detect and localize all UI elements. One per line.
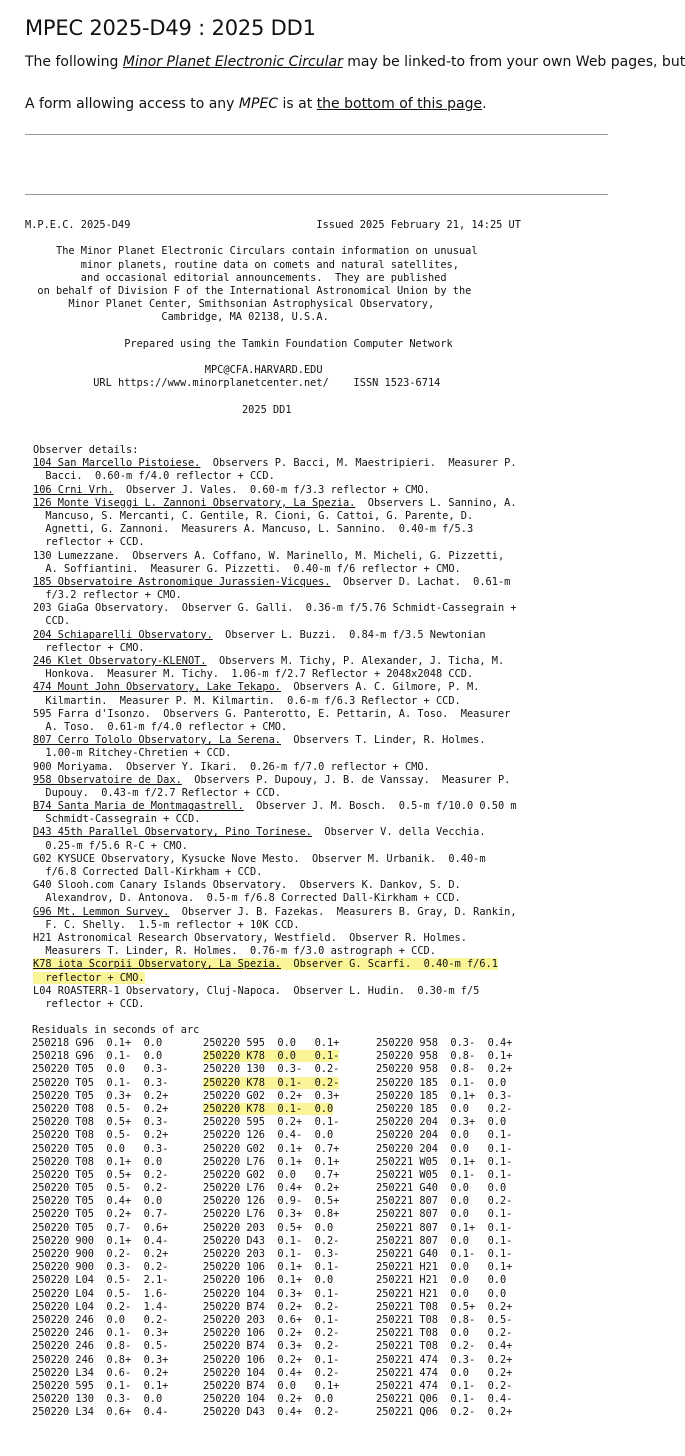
circular-header	[25, 219, 521, 417]
observer-info: Observer L. Hudin. 0.30-m f/5	[280, 984, 480, 997]
header-line: M.P.E.C. 2025-D49 Issued 2025 February 21, 14:25 UT	[25, 219, 521, 231]
intro1-post-text: may be linked-to from your own Web pages, but	[342, 54, 685, 70]
residual-row: 250218 G96 0.1- 0.0	[32, 1050, 163, 1063]
observer-text	[33, 879, 461, 891]
observatory-link[interactable]: 958 Observatoire de Dax.	[33, 773, 182, 786]
observatory-name: H21 Astronomical Research Observatory, Westfield.	[33, 931, 337, 944]
observatory-name: 203 GiaGa Observatory.	[33, 602, 170, 615]
residual-row: 250220 900 0.3- 0.2-	[32, 1261, 169, 1274]
observer-text	[33, 576, 510, 588]
residual-row: 250220 246 0.0 0.2-	[32, 1313, 169, 1326]
observer-continuation: CCD.	[33, 615, 71, 628]
observer-entry	[33, 576, 517, 589]
residual-row: 250221 H21 0.0 0.1+	[376, 1261, 513, 1274]
observatory-name: 130 Lumezzane.	[33, 549, 120, 562]
residual-row: 250220 T05 0.0 0.3-	[32, 1063, 169, 1076]
residual-row: 250220 958 0.8- 0.2+	[376, 1063, 513, 1076]
residual-row: 250221 Q06 0.2- 0.2+	[376, 1406, 513, 1419]
observer-info: Observer J. B. Fazekas. Measurers B. Gray, D. Rankin,	[169, 905, 517, 918]
observer-text	[33, 853, 486, 865]
residual-row: 250221 W05 0.1+ 0.1-	[376, 1155, 513, 1168]
observer-text	[33, 681, 479, 693]
observer-continuation: A. Toso. 0.61-m f/4.0 reflector + CMO.	[33, 720, 288, 733]
residual-row: 250220 595 0.1- 0.1+	[32, 1379, 169, 1392]
residual-row: 250220 T08 0.5+ 0.3-	[32, 1116, 169, 1129]
residual-row: 250221 G40 0.0 0.0	[376, 1182, 507, 1195]
residual-row: 250220 L34 0.6- 0.2+	[32, 1366, 169, 1379]
residual-row: 250220 B74 0.3+ 0.2-	[203, 1340, 340, 1353]
header-line: Prepared using the Tamkin Foundation Computer Network	[25, 337, 453, 350]
residual-row: 250220 T05 0.2+ 0.7-	[32, 1208, 169, 1221]
observatory-link[interactable]: 126 Monte Viseggi L. Zannoni Observatory, La Spezia.	[33, 496, 356, 509]
observer-entry	[33, 457, 517, 470]
residual-row: 250221 T08 0.0 0.2-	[376, 1327, 513, 1340]
highlighted-observer	[33, 958, 498, 970]
observer-text	[33, 761, 430, 773]
observatory-link[interactable]: B74 Santa Maria de Montmagastrell.	[33, 800, 244, 813]
observer-info: Observers P. Bacci, M. Maestripieri. Measurer P.	[200, 457, 517, 470]
observer-info: Observers A. Coffano, W. Marinello, M. Micheli, G. Pizzetti,	[119, 549, 505, 562]
observers-title: Observer details:	[33, 444, 139, 456]
residual-row: 250220 106 0.2+ 0.2-	[203, 1327, 340, 1340]
residual-row: 250220 595 0.0 0.1+	[203, 1037, 340, 1049]
residual-row: 250220 104 0.4+ 0.2-	[203, 1366, 340, 1379]
observer-info: Observer J. M. Bosch. 0.5-m f/10.0 0.50 m	[243, 800, 517, 813]
observer-continuation: Alexandrov, D. Antonova. 0.5-m f/6.8 Corrected Dall-Kirkham + CCD.	[33, 892, 461, 905]
observer-text	[33, 800, 517, 812]
observer-info: Observer D. Lachat. 0.61-m	[330, 575, 511, 588]
residual-row: 250220 T08 0.5- 0.2+	[32, 1129, 169, 1142]
observer-entry	[33, 497, 517, 510]
residual-row: 250221 474 0.1- 0.2-	[376, 1379, 513, 1392]
residual-row: 250221 T08 0.2- 0.4+	[376, 1340, 513, 1353]
observer-text	[33, 826, 486, 838]
observer-info: Observer R. Holmes.	[336, 931, 467, 944]
observer-text	[33, 457, 517, 469]
residual-row: 250220 T08 0.1+ 0.0	[32, 1155, 163, 1168]
residual-row: 250220 T05 0.5- 0.2-	[32, 1182, 169, 1195]
observer-continuation: Bacci. 0.60-m f/4.0 reflector + CCD.	[33, 470, 275, 483]
observer-continuation: Dupouy. 0.43-m f/2.7 Reflector + CCD.	[33, 786, 281, 799]
residual-row: 250220 958 0.8- 0.1+	[376, 1050, 513, 1063]
residual-row: 250221 G40 0.1- 0.1-	[376, 1248, 513, 1260]
observer-info: Observer M. Urbanik. 0.40-m	[299, 852, 486, 865]
residual-row: 250220 K78 0.1- 0.2-	[203, 1076, 340, 1089]
residual-row: 250221 807 0.1+ 0.1-	[376, 1221, 513, 1234]
residual-row: 250220 130 0.3- 0.2-	[203, 1063, 340, 1076]
intro-line-2	[25, 96, 487, 112]
observer-text	[33, 906, 517, 918]
observer-entry	[33, 629, 517, 642]
residual-row: 250221 T08 0.8- 0.5-	[376, 1313, 513, 1326]
observer-entry	[33, 800, 517, 813]
intro2-post: .	[482, 96, 487, 112]
intro-line-1	[25, 54, 685, 70]
observer-entry	[33, 655, 517, 668]
header-line: MPC@CFA.HARVARD.EDU	[25, 364, 323, 377]
header-line: Cambridge, MA 02138, U.S.A.	[25, 311, 329, 324]
residual-row: 250220 D43 0.1- 0.2-	[203, 1234, 340, 1247]
residual-row: 250220 T05 0.4+ 0.0	[32, 1195, 163, 1208]
residual-row: 250220 104 0.3+ 0.1-	[203, 1287, 340, 1300]
observatory-name: G02 KYSUCE Observatory, Kysucke Nove Mesto.	[33, 852, 300, 865]
observer-entry	[33, 906, 517, 919]
observer-info: Observer G. Scarfi. 0.40-m f/6.1	[280, 958, 498, 971]
residual-row: 250220 L04 0.5- 2.1-	[32, 1274, 169, 1287]
residual-row: 250220 G02 0.1+ 0.7+	[203, 1142, 340, 1155]
observatory-name: 900 Moriyama.	[33, 760, 114, 773]
divider-top	[25, 134, 608, 135]
residual-row: 250221 807 0.0 0.2-	[376, 1195, 513, 1208]
observer-entry	[33, 932, 517, 945]
observer-info: Observer L. Buzzi. 0.84-m f/3.5 Newtonian	[212, 628, 486, 641]
observer-text	[33, 708, 510, 720]
observer-text	[33, 932, 467, 944]
header-line	[25, 325, 521, 338]
residual-row: 250221 Q06 0.1- 0.4-	[376, 1393, 513, 1406]
residuals-title: Residuals in seconds of arc	[32, 1024, 200, 1036]
observer-details	[33, 444, 517, 1011]
header-line: The Minor Planet Electronic Circulars contain information on unusual	[25, 245, 478, 258]
observer-text	[33, 655, 504, 667]
observer-info: Observer V. della Vecchia.	[311, 826, 486, 839]
header-line	[25, 351, 521, 364]
observatory-link[interactable]: K78 iota Scorpii Observatory, La Spezia.	[33, 958, 281, 971]
observer-text	[33, 734, 486, 746]
residual-row: 250220 185 0.1+ 0.3-	[376, 1089, 513, 1102]
residual-row: 250220 B74 0.2+ 0.2-	[203, 1300, 340, 1313]
observer-entry	[33, 734, 517, 747]
intro1-text: The following	[25, 54, 123, 70]
observer-entry	[33, 985, 517, 998]
observer-info: Observers T. Linder, R. Holmes.	[280, 734, 486, 747]
residual-row: 250220 B74 0.0 0.1+	[203, 1379, 340, 1392]
header-line: minor planets, routine data on comets and natural satellites,	[25, 258, 459, 271]
observatory-link[interactable]: G96 Mt. Lemmon Survey.	[33, 905, 170, 918]
observatory-link[interactable]: 807 Cerro Tololo Observatory, La Serena.	[33, 734, 281, 747]
residual-row: 250220 958 0.3- 0.4+	[376, 1037, 513, 1049]
residual-row: 250221 474 0.3- 0.2+	[376, 1353, 513, 1366]
residual-row: 250220 L04 0.2- 1.4-	[32, 1300, 169, 1313]
residual-row: 250220 104 0.2+ 0.0	[203, 1393, 334, 1406]
residual-row: 250220 T05 0.5+ 0.2-	[32, 1168, 169, 1181]
observer-text	[33, 602, 517, 614]
residual-row: 250220 T05 0.7- 0.6+	[32, 1221, 169, 1234]
observer-info: Observer J. Vales. 0.60-m f/3.3 reflector + CMO.	[113, 483, 430, 496]
bottom-of-page-link[interactable]: the bottom of this page	[316, 96, 483, 112]
residual-row: 250220 L76 0.4+ 0.2+	[203, 1182, 340, 1195]
observer-info: Observer G. Galli. 0.36-m f/5.76 Schmidt-Cassegrain +	[169, 602, 517, 615]
observer-entry	[33, 484, 517, 497]
observer-info: Observers G. Panterotto, E. Pettarin, A. Toso. Measurer	[150, 707, 511, 720]
observer-continuation: f/3.2 reflector + CMO.	[33, 589, 182, 602]
observer-text	[33, 550, 504, 562]
observer-info: Observers P. Dupouy, J. B. de Vanssay. Measurer P.	[181, 773, 511, 786]
observer-entry	[33, 708, 517, 721]
residual-row: 250220 126 0.9- 0.5+	[203, 1195, 340, 1208]
residual-row: 250220 L76 0.1+ 0.1+	[203, 1155, 340, 1168]
observer-text	[33, 985, 479, 997]
residual-row: 250220 204 0.0 0.1-	[376, 1129, 513, 1142]
residual-row: 250220 130 0.3- 0.0	[32, 1393, 163, 1406]
observer-continuation: f/6.8 Corrected Dall-Kirkham + CCD.	[33, 866, 263, 878]
observer-info: Observers L. Sannino, A.	[355, 496, 517, 509]
observer-continuation: Schmidt-Cassegrain + CCD.	[33, 813, 201, 826]
observer-entry	[33, 761, 517, 774]
observer-entry	[33, 550, 517, 563]
residual-row: 250220 900 0.2- 0.2+	[32, 1248, 169, 1260]
residual-row: 250221 474 0.0 0.2+	[376, 1366, 513, 1379]
residual-row: 250220 204 0.0 0.1-	[376, 1142, 513, 1155]
observatory-link[interactable]: 104 San Marcello Pistoiese.	[33, 457, 201, 470]
residual-row: 250220 246 0.1- 0.3+	[32, 1327, 169, 1340]
observer-continuation: 1.00-m Ritchey-Chretien + CCD.	[33, 747, 232, 760]
observer-continuation: reflector + CMO.	[33, 971, 145, 984]
intro2-text: A form allowing access to any	[25, 96, 239, 112]
residual-row: 250220 246 0.8+ 0.3+	[32, 1353, 169, 1366]
mpec-link[interactable]: Minor Planet Electronic Circular	[122, 54, 343, 70]
residual-row: 250220 203 0.6+ 0.1-	[203, 1313, 340, 1326]
observatory-name: G40 Slooh.com Canary Islands Observatory.	[33, 879, 288, 892]
intro2-em: MPEC	[238, 96, 279, 112]
residual-row: 250220 T05 0.1- 0.3-	[32, 1076, 169, 1089]
residual-row: 250220 G02 0.0 0.7+	[203, 1168, 340, 1181]
header-line: and occasional editorial announcements. They are published	[25, 271, 447, 284]
observer-continuation: 0.25-m f/5.6 R-C + CMO.	[33, 839, 188, 852]
residual-row: 250220 T05 0.3+ 0.2+	[32, 1089, 169, 1102]
residual-row: 250220 G02 0.2+ 0.3+	[203, 1089, 340, 1102]
residual-row: 250220 126 0.4- 0.0	[203, 1129, 334, 1142]
observer-entry	[33, 853, 517, 866]
residual-row: 250220 L34 0.6+ 0.4-	[32, 1406, 169, 1419]
residual-row: 250220 L76 0.3+ 0.8+	[203, 1208, 340, 1221]
residual-row: 250221 H21 0.0 0.0	[376, 1287, 507, 1300]
observatory-link[interactable]: 106 Crni Vrh.	[33, 483, 114, 496]
residual-row: 250220 K78 0.0 0.1-	[203, 1050, 340, 1063]
residual-row: 250220 106 0.1+ 0.1-	[203, 1261, 340, 1274]
observer-continuation: F. C. Shelly. 1.5-m reflector + 10K CCD.	[33, 918, 300, 931]
residuals-column-3	[376, 1037, 512, 1419]
residual-row: 250220 185 0.1- 0.0	[376, 1076, 507, 1089]
header-line: URL https://www.minorplanetcenter.net/ ISSN 1523-6714	[25, 377, 441, 390]
observer-entry	[33, 681, 517, 694]
residual-row: 250220 L04 0.5- 1.6-	[32, 1287, 169, 1300]
intro2-mid: is at	[278, 96, 317, 112]
header-line	[25, 232, 521, 245]
residual-row: 250220 595 0.2+ 0.1-	[203, 1116, 340, 1129]
residual-row: 250221 807 0.0 0.1-	[376, 1234, 513, 1247]
observer-continuation: Kilmartin. Measurer P. M. Kilmartin. 0.6-m f/6.3 Reflector + CCD.	[33, 694, 461, 707]
observer-text	[33, 774, 510, 786]
observer-text	[33, 484, 430, 496]
observatory-link[interactable]: 246 Klet Observatory-KLENOT.	[33, 655, 207, 667]
observer-continuation: Agnetti, G. Zannoni. Measurers A. Mancuso, L. Sannino. 0.40-m f/5.3	[33, 523, 474, 536]
header-line	[25, 390, 521, 403]
header-line: 2025 DD1	[25, 403, 292, 416]
header-line: Minor Planet Center, Smithsonian Astrophysical Observatory,	[25, 298, 435, 311]
observer-entry	[33, 774, 517, 787]
header-line: on behalf of Division F of the International Astronomical Union by the	[25, 284, 472, 297]
observer-continuation: reflector + CCD.	[33, 536, 145, 549]
residual-row: 250220 203 0.1- 0.3-	[203, 1248, 340, 1260]
residual-row: 250220 T05 0.0 0.3-	[32, 1142, 169, 1155]
residual-row: 250218 G96 0.1+ 0.0	[32, 1037, 163, 1049]
observer-continuation: reflector + CMO.	[33, 641, 145, 654]
observer-text	[33, 497, 517, 509]
observer-text	[33, 629, 486, 641]
residual-row: 250220 204 0.3+ 0.0	[376, 1116, 507, 1129]
residual-row: 250220 185 0.0 0.2-	[376, 1102, 513, 1115]
observer-continuation: Measurers T. Linder, R. Holmes. 0.76-m f/3.0 astrograph + CCD.	[33, 945, 436, 958]
observatory-name: 595 Farra d'Isonzo.	[33, 707, 151, 720]
observer-continuation: A. Soffiantini. Measurer G. Pizzetti. 0.40-m f/6 reflector + CMO.	[33, 562, 461, 575]
residual-row: 250220 106 0.2+ 0.1-	[203, 1353, 340, 1366]
residuals-column-1	[32, 1037, 168, 1419]
residual-row: 250220 106 0.1+ 0.0	[203, 1274, 334, 1287]
residual-row: 250220 203 0.5+ 0.0	[203, 1221, 334, 1234]
residual-row: 250220 D43 0.4+ 0.2-	[203, 1406, 340, 1419]
residual-row: 250220 246 0.8- 0.5-	[32, 1340, 169, 1353]
observer-entry	[33, 879, 517, 892]
observatory-link[interactable]: 204 Schiaparelli Observatory.	[33, 628, 213, 641]
observer-continuation: reflector + CCD.	[33, 997, 145, 1010]
residual-row: 250220 K78 0.1- 0.0	[203, 1102, 334, 1115]
observer-entry	[33, 826, 517, 839]
divider-bottom	[25, 194, 608, 195]
observer-info: Observers K. Dankov, S. D.	[287, 879, 461, 892]
observatory-link[interactable]: D43 45th Parallel Observatory, Pino Torinese.	[33, 826, 312, 839]
residual-row: 250221 T08 0.5+ 0.2+	[376, 1300, 513, 1313]
observer-info: Observer Y. Ikari. 0.26-m f/7.0 reflector + CMO.	[113, 760, 430, 773]
observatory-link[interactable]: 185 Observatoire Astronomique Jurassien-Vicques.	[33, 575, 331, 588]
residual-row: 250221 H21 0.0 0.0	[376, 1274, 507, 1287]
page-title: MPEC 2025-D49 : 2025 DD1	[25, 16, 316, 40]
residual-row: 250220 T08 0.5- 0.2+	[32, 1102, 169, 1115]
observatory-name: L04 ROASTERR-1 Observatory, Cluj-Napoca.	[33, 984, 281, 997]
observer-entry	[33, 602, 517, 615]
residual-row: 250221 807 0.0 0.1-	[376, 1208, 513, 1221]
observer-continuation: Mancuso, S. Mercanti, C. Gentile, R. Cioni, G. Cattoi, G. Parente, D.	[33, 509, 474, 522]
residual-row: 250220 900 0.1+ 0.4-	[32, 1234, 169, 1247]
observer-entry	[33, 958, 517, 971]
observer-continuation: Honkova. Measurer M. Tichy. 1.06-m f/2.7 Reflector + 2048x2048 CCD.	[33, 668, 474, 681]
observer-info: Observers M. Tichy, P. Alexander, J. Ticha, M.	[206, 655, 505, 667]
observer-info: Observers A. C. Gilmore, P. M.	[280, 681, 480, 694]
residual-row: 250221 W05 0.1- 0.1-	[376, 1168, 513, 1181]
residuals-column-2	[203, 1037, 339, 1419]
observatory-link[interactable]: 474 Mount John Observatory, Lake Tekapo.	[33, 681, 281, 694]
